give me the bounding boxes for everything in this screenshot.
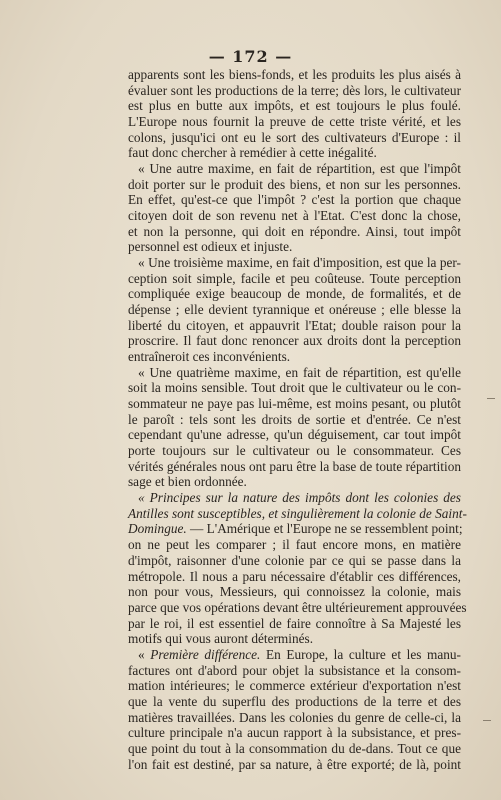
text-line: [128, 569, 461, 585]
text-line: [128, 757, 461, 773]
line-text: «: [138, 646, 151, 662]
line-text: le paroît : tels sont les droits de sortie et d'entrée. Ce n'est: [128, 411, 461, 427]
line-text: parce que vos opérations devant être ultérieurement approuvées: [128, 599, 467, 615]
text-line: [128, 349, 461, 365]
text-line: [128, 67, 461, 83]
line-text: non pour vous, Messieurs, qui connoissez la colonie, mais: [128, 584, 461, 600]
line-text: entraîneroit ces inconvénients.: [128, 349, 291, 365]
line-text: culture principale n'a aucun rapport à la subsistance, et pres-: [128, 725, 461, 741]
line-text: doit porter sur le produit des biens, et non sur les personnes.: [128, 176, 461, 192]
margin-mark: [483, 720, 491, 721]
line-text-rest: En Europe, la culture et les manu-: [260, 646, 461, 662]
line-text: citoyen doit de son revenu net à l'Etat. C'est donc la chose,: [128, 208, 461, 224]
text-line: [128, 647, 461, 663]
text-line: [128, 83, 461, 99]
line-text: sommateur ne paye pas lui-même, est moins pesant, ou plutôt: [128, 396, 461, 412]
margin-mark: [487, 398, 495, 399]
line-text: proscrire. Il faut donc renoncer aux droits dont la perception: [128, 333, 461, 349]
text-line: [128, 302, 461, 318]
line-text: cependant qu'une adresse, qu'un déguisement, car tout impôt: [128, 427, 461, 443]
text-line: [128, 114, 461, 130]
text-line: [128, 427, 461, 443]
text-line: [128, 443, 461, 459]
line-text: factures ont d'abord pour objet la subsistance et la consom-: [128, 662, 461, 678]
line-text: l'on fait est destiné, par sa nature, à être exporté; de là, point: [128, 756, 461, 772]
line-text: d'impôt, raisonner d'une colonie par ce qui se passe dans la: [128, 552, 461, 568]
text-line: [128, 380, 461, 396]
text-line: [128, 474, 461, 490]
page-number: — 172 —: [208, 47, 293, 66]
line-text: que la vente du superflu des productions de la terre et des: [128, 693, 461, 709]
text-line: [128, 663, 461, 679]
text-line: [128, 537, 461, 553]
text-line: [128, 255, 461, 271]
text-line: [128, 490, 461, 506]
line-text: par le roi, il est essentiel de faire connoître à Sa Majesté les: [128, 615, 461, 631]
text-line: [128, 145, 461, 161]
body-text: [128, 67, 467, 772]
line-text-rest: — L'Amérique et l'Europe ne se ressemblent point;: [186, 521, 463, 537]
text-line: [128, 459, 461, 475]
line-text: faut donc chercher à remédier à cette inégalité.: [128, 145, 377, 161]
text-line: [128, 365, 461, 381]
line-text: « Une quatrième maxime, en fait de répartition, est qu'elle: [138, 364, 461, 380]
line-text: ception soit simple, facile et peu coûteuse. Toute perception: [128, 270, 461, 286]
text-line: [128, 505, 467, 522]
text-line: [128, 678, 461, 694]
text-line: [128, 396, 461, 412]
line-text: Antilles sont susceptibles, et singulièrement la colonie de Saint-: [128, 505, 467, 521]
line-text: En effet, qu'est-ce que l'impôt ? c'est la portion que chaque: [128, 192, 461, 208]
text-line: [128, 161, 461, 177]
line-text: et non la personne, qui doit en répondre. Ainsi, tout impôt: [128, 223, 461, 239]
text-line: [128, 333, 461, 349]
text-line: [128, 631, 461, 647]
text-line: [128, 130, 461, 146]
line-text: matières travaillées. Dans les colonies du genre de celle-ci, la: [128, 709, 461, 725]
line-text-italic: Première différence.: [150, 646, 261, 662]
text-line: [128, 239, 461, 255]
line-text: apparents sont les biens-fonds, et les produits les plus aisés à: [128, 67, 461, 82]
text-line: [128, 412, 461, 428]
line-text: « Principes sur la nature des impôts dont les colonies des: [138, 490, 461, 506]
line-text: mation intérieures; le commerce extérieur d'exportation n'est: [128, 678, 461, 694]
text-line: [128, 710, 461, 726]
line-text: on ne peut les comparer ; il faut encore mons, en matière: [128, 537, 461, 553]
line-text: « Une troisième maxime, en fait d'imposition, est que la per-: [138, 255, 461, 271]
text-line: [128, 521, 461, 537]
line-text: porte toujours sur le cultivateur ou le consommateur. Ces: [128, 443, 461, 459]
line-text: vérités générales nous ont paru être la base de toute répartition: [128, 458, 461, 474]
text-line: [128, 98, 461, 114]
text-line: [128, 725, 461, 741]
text-line: [128, 318, 461, 334]
text-line: [128, 208, 461, 224]
line-text: colons, jusqu'ici ont eu le sort des cultivateurs d'Europe : il: [128, 129, 461, 145]
line-text: est plus en butte aux impôts, et est toujours le plus foulé.: [128, 98, 461, 114]
text-line: [128, 616, 461, 632]
line-text: motifs qui vous auront déterminés.: [128, 631, 314, 647]
text-line: [128, 694, 461, 710]
line-text: évaluer sont les productions de la terre; dès lors, le cultivateur: [128, 82, 461, 98]
text-line: [128, 553, 461, 569]
line-text: soit la moins sensible. Tout droit que le cultivateur ou le con-: [128, 380, 461, 396]
line-text: Domingue.: [128, 521, 187, 537]
line-text: que point du tout à la consommation du de-dans. Tout ce que: [128, 740, 461, 756]
text-line: [128, 741, 461, 757]
line-text: compliquée exige beaucoup de monde, de formalités, et de: [128, 286, 461, 302]
line-text: métropole. Il nous a paru nécessaire d'établir ces différences,: [128, 568, 461, 584]
line-text: « Une autre maxime, en fait de répartition, est que l'impôt: [138, 161, 461, 177]
line-text: personnel est odieux et injuste.: [128, 239, 293, 255]
text-line: [128, 224, 461, 240]
text-line: [128, 584, 461, 600]
line-text: L'Europe nous fournit la preuve de cette triste vérité, et les: [128, 114, 461, 130]
line-text: sage et bien ordonnée.: [128, 474, 247, 490]
text-line: [128, 177, 461, 193]
text-line: [128, 599, 467, 616]
line-text: dépense ; elle devient tyrannique et onéreuse ; elle blesse la: [128, 302, 461, 318]
text-line: [128, 286, 461, 302]
text-line: [128, 271, 461, 287]
line-text: liberté du citoyen, et appauvrit l'Etat; double raison pour la: [128, 317, 461, 333]
text-line: [128, 192, 461, 208]
